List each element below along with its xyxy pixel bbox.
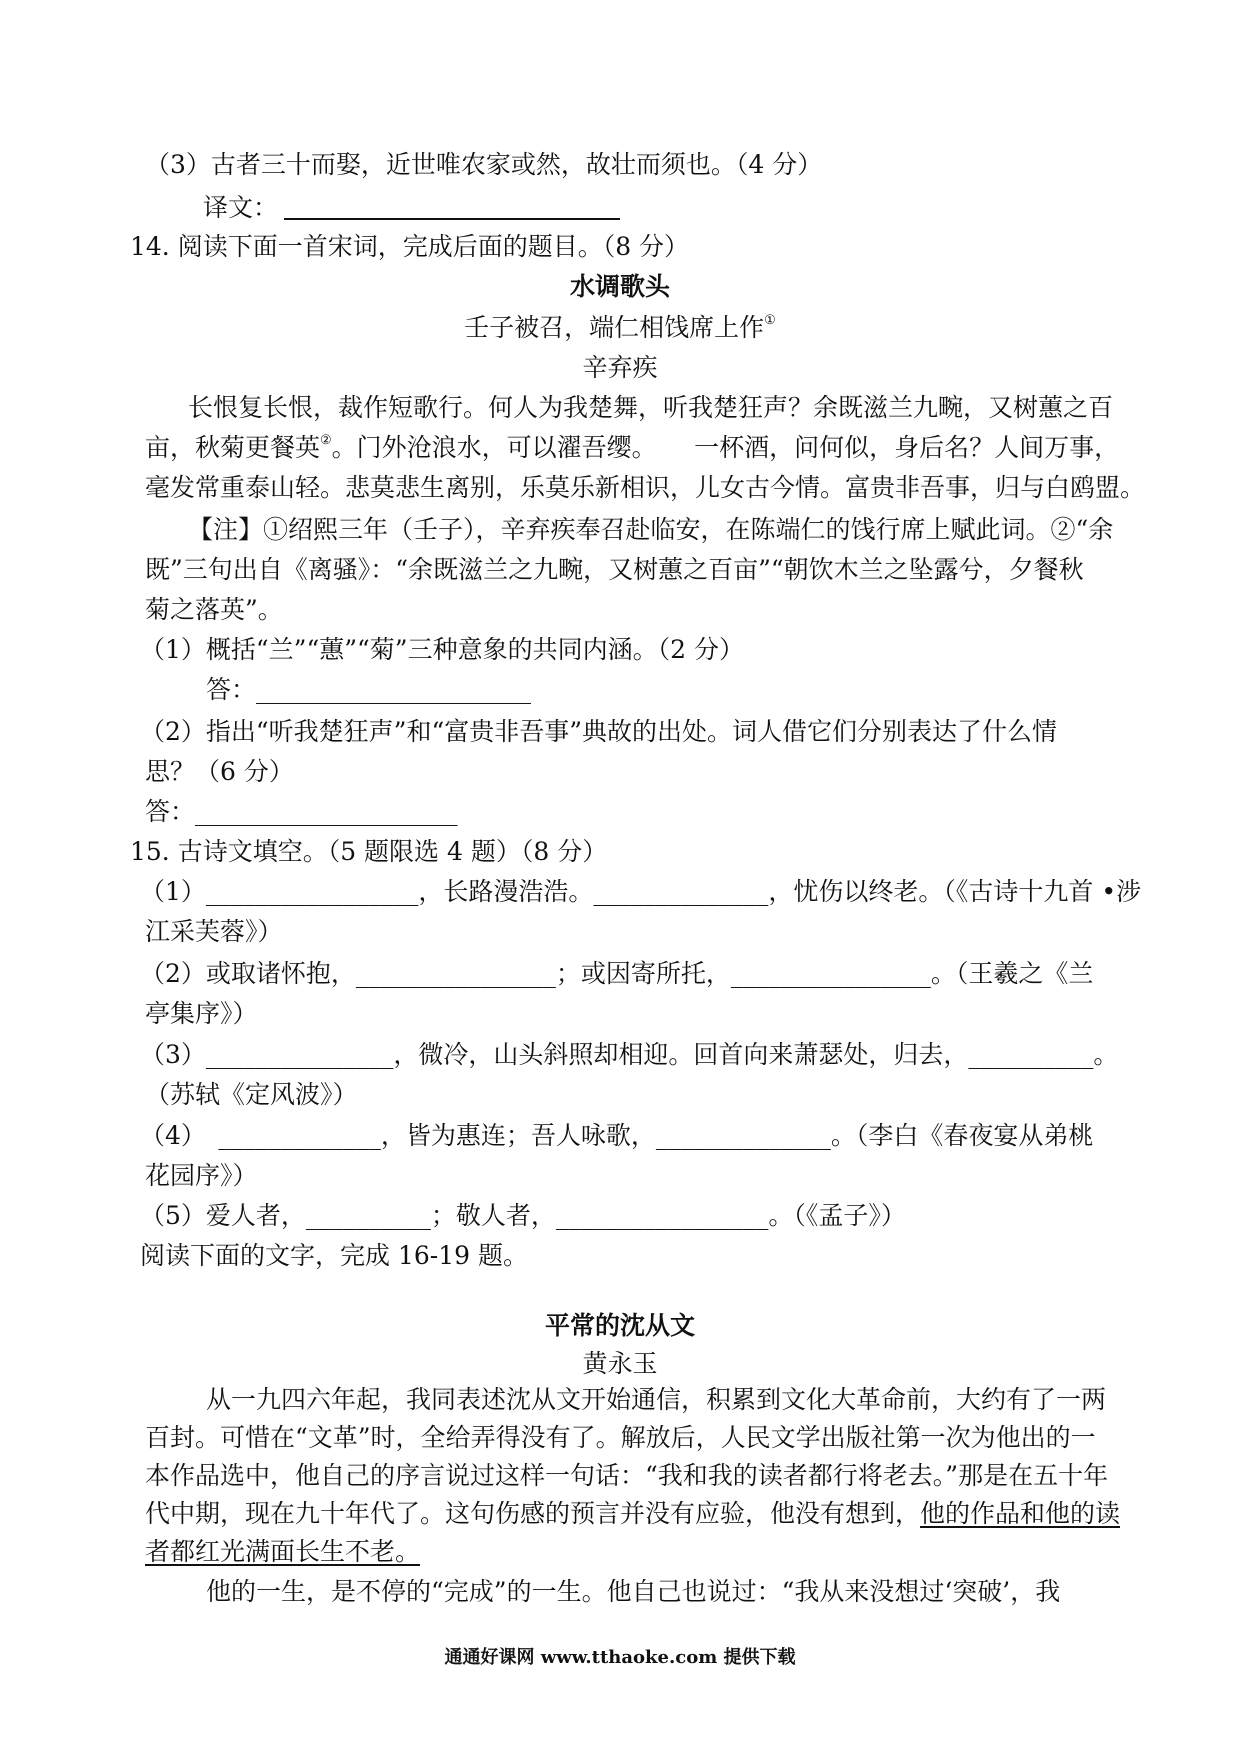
essay-line-5	[145, 1532, 1105, 1572]
note-line-1: 【注】①绍熙三年（壬子），辛弃疾奉召赴临安，在陈端仁的饯行席上赋此词。②“余	[188, 515, 1114, 544]
poem-subtitle-text: 壬子被召，端仁相饯席上作	[464, 313, 765, 342]
essay-line-3: 本作品选中，他自己的序言说过这样一句话：“我和我的读者都行将老去。”那是在五十年	[145, 1461, 1109, 1490]
fill-2b: 亭集序》）	[145, 999, 258, 1028]
footnote-marker-1: ①	[764, 313, 776, 328]
poem-line-2a: 亩，秋菊更餐英	[145, 433, 321, 462]
poem-author: 辛弃疾	[582, 353, 658, 382]
answer-14-1[interactable]: 答：______________________	[206, 675, 532, 704]
footnote-marker-2: ②	[320, 433, 332, 448]
fill-3b: （苏轼《定风波》）	[145, 1080, 358, 1109]
essay-underlined-sentence-a: 他的作品和他的读	[920, 1499, 1121, 1528]
question-14-2a: （2）指出“听我楚狂声”和“富贵非吾事”典故的出处。词人借它们分别表达了什么情	[140, 717, 1058, 746]
reading-instruction: 阅读下面的文字，完成 16-19 题。	[140, 1241, 528, 1270]
question-15-heading: 15. 古诗文填空。（5 题限选 4 题）（8 分）	[130, 837, 608, 866]
question-14-heading: 14. 阅读下面一首宋词，完成后面的题目。（8 分）	[130, 232, 690, 261]
translation-answer-line	[203, 188, 1163, 228]
fill-2a: （2）或取诸怀抱，________________；或因寄所托，________________。（王羲之《兰	[140, 959, 1094, 988]
poem-line-2	[145, 428, 1120, 468]
question-14-2b: 思？（6 分）	[145, 757, 294, 786]
translation-label: 译文：	[203, 193, 279, 222]
essay-underlined-sentence-b: 者都红光满面长生不老。	[145, 1537, 421, 1566]
poem-line-3: 毫发常重泰山轻。悲莫悲生离别，乐莫乐新相识，儿女古今情。富贵非吾事，归与白鸥盟。	[145, 473, 1146, 502]
question-14-1: （1）概括“兰”“蕙”“菊”三种意象的共同内涵。（2 分）	[140, 635, 744, 664]
essay-line-2: 百封。可惜在“文革”时，全给弄得没有了。解放后，人民文学出版社第一次为他出的一	[145, 1423, 1096, 1452]
fill-5: （5）爱人者，__________；敬人者，_________________。（《孟子》）	[140, 1201, 906, 1230]
question-13-3: （3）古者三十而娶，近世唯农家或然，故壮而须也。（4 分）	[145, 150, 823, 179]
page-footer: 通通好课网 www.tthaoke.com 提供下载	[444, 1647, 796, 1668]
essay-line-1: 从一九四六年起，我同表述沈从文开始通信，积累到文化大革命前，大约有了一两	[206, 1385, 1107, 1414]
essay-line-4	[145, 1494, 1121, 1534]
answer-14-2[interactable]: 答：_____________________	[145, 797, 458, 826]
poem-line-2b: 。门外沧浪水，可以濯吾缨。 一杯酒，问何似，身后名？人间万事，	[331, 433, 1120, 462]
essay-line-6: 他的一生，是不停的“完成”的一生。他自己也说过：“我从来没想过‘突破’，我	[206, 1577, 1061, 1606]
poem-subtitle	[0, 308, 1240, 348]
fill-4a: （4） _____________，皆为惠连；吾人咏歌，______________。（李白《春夜宴从弟桃	[140, 1121, 1094, 1150]
fill-3a: （3）_______________，微冷，山头斜照却相迎。回首向来萧瑟处，归去，__________。	[140, 1040, 1119, 1069]
essay-line-4a: 代中期，现在九十年代了。这句伤感的预言并没有应验，他没有想到，	[145, 1499, 921, 1528]
fill-1b: 江采芙蓉》）	[145, 917, 283, 946]
poem-line-1: 长恨复长恨，裁作短歌行。何人为我楚舞，听我楚狂声？余既滋兰九畹，又树蕙之百	[188, 393, 1114, 422]
translation-blank[interactable]	[284, 192, 620, 220]
essay-title: 平常的沈从文	[544, 1311, 695, 1340]
note-line-2: 既”三句出自《离骚》：“余既滋兰之九畹，又树蕙之百亩”“朝饮木兰之坠露兮，夕餐秋	[145, 555, 1084, 584]
fill-1a: （1）_________________，长路漫浩浩。______________，忧伤以终老。（《古诗十九首 •涉	[140, 877, 1142, 906]
fill-4b: 花园序》）	[145, 1161, 258, 1190]
note-line-3: 菊之落英”。	[145, 595, 283, 624]
poem-title: 水调歌头	[569, 272, 670, 301]
essay-author: 黄永玉	[582, 1349, 658, 1378]
